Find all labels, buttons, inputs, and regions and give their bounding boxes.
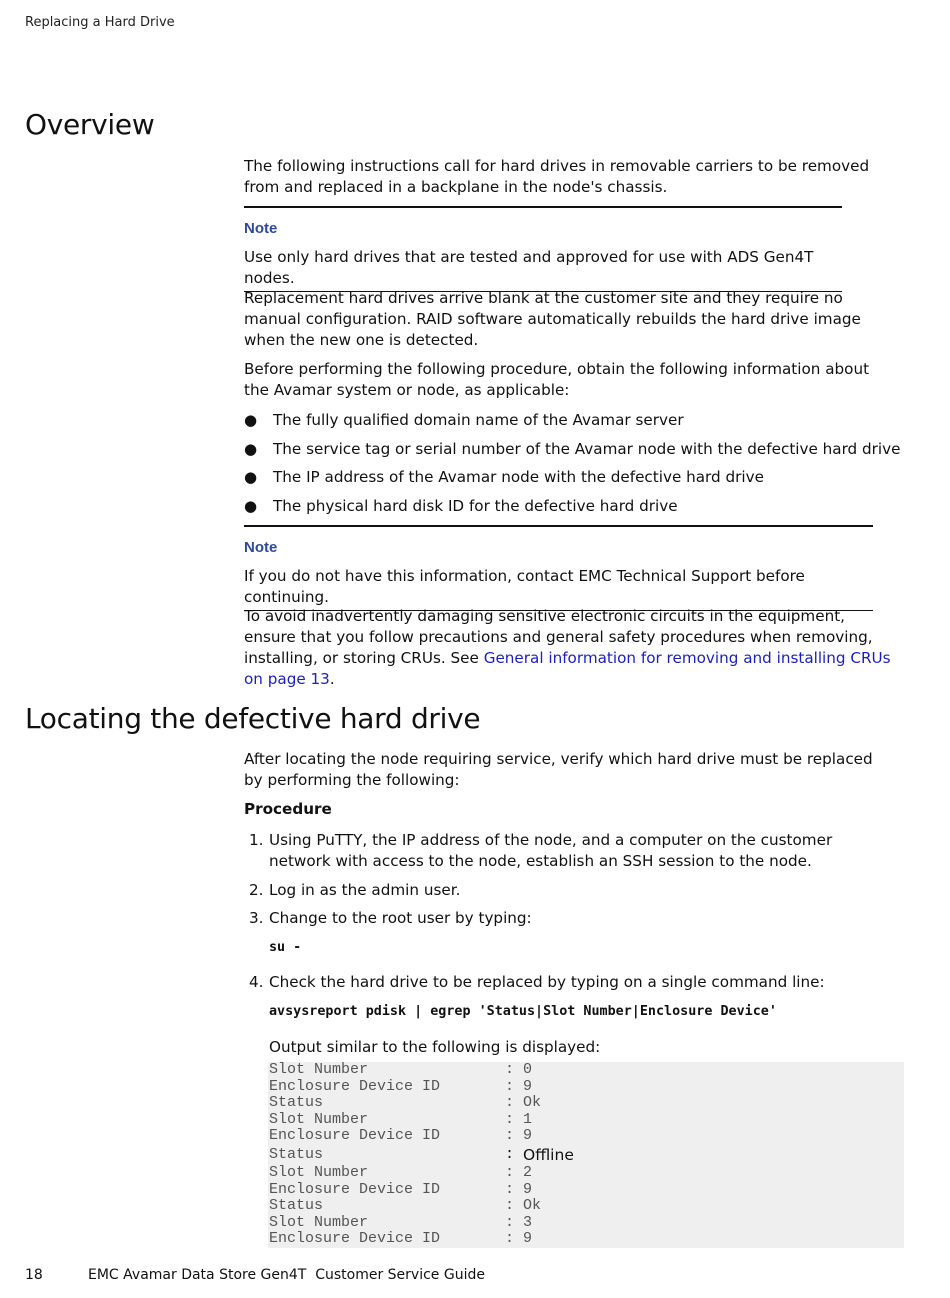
output-intro-text: Output similar to the following is displayed: [269,1038,601,1056]
output-key: Status [269,1145,324,1163]
bullet-icon: ● [244,411,258,429]
output-row [268,1182,904,1199]
note-text: If you do not have this information, contact EMC Technical Support before continuing. [244,566,873,611]
output-row [268,1215,904,1232]
output-key: Enclosure Device ID [269,1230,441,1248]
replacement-paragraph [244,288,894,351]
step-number: 3. [249,909,264,927]
step-text: Change to the root user by typing: [269,909,532,927]
bullet-icon: ● [244,439,258,458]
avoid-text-end: . [329,670,335,688]
output-value: 9 [523,1180,533,1198]
replacement-text: Replacement hard drives arrive blank at the customer site and they require no manual configuration. RAID software automatically rebuilds the hard drive image when the new one is detected. [244,289,861,349]
output-sep: : [505,1213,515,1231]
running-head: Replacing a Hard Drive [25,15,175,30]
command-output-block [268,1062,904,1248]
note-label: Note [244,539,278,556]
procedure-step-4 [244,972,894,993]
output-key: Enclosure Device ID [269,1180,441,1198]
procedure-step-2 [244,880,894,901]
note-box-2 [244,525,873,611]
info-bullet-list [244,410,904,524]
output-key: Status [269,1094,324,1112]
output-sep: : [505,1077,515,1095]
cru-info-link[interactable]: General information for removing and installing CRUs on page 13 [244,649,891,688]
output-row [268,1079,904,1096]
output-sep: : [505,1197,515,1215]
locating-intro-text: After locating the node requiring service, verify which hard drive must be replaced by performing the following: [244,750,873,789]
bullet-icon: ● [244,496,258,515]
page-number: 18 [25,1267,43,1283]
output-value: 2 [523,1163,533,1181]
output-row [268,1165,904,1182]
output-row [268,1062,904,1079]
output-key: Slot Number [269,1213,369,1231]
locating-intro [244,749,894,791]
output-row [268,1128,904,1145]
output-value-offline: Offline [523,1145,574,1164]
output-value: Ok [523,1094,542,1112]
output-row [268,1095,904,1112]
avoid-paragraph [244,606,894,690]
output-row [268,1198,904,1215]
output-key: Slot Number [269,1110,369,1128]
note-text: Use only hard drives that are tested and approved for use with ADS Gen4T nodes. [244,247,842,292]
locating-heading: Locating the defective hard drive [25,702,481,735]
output-key: Slot Number [269,1163,369,1181]
output-intro [244,1037,894,1058]
output-key: Slot Number [269,1061,369,1078]
output-sep: : [505,1061,515,1078]
list-item [244,410,904,439]
list-item [244,467,904,496]
before-paragraph [244,359,894,401]
output-sep: : [505,1145,515,1163]
output-key: Enclosure Device ID [269,1077,441,1095]
list-item-text: The physical hard disk ID for the defective hard drive [273,496,678,515]
list-item-text: The fully qualified domain name of the Avamar server [273,411,684,429]
bullet-icon: ● [244,468,258,486]
note-box-1 [244,206,842,292]
note-top-rule [244,206,842,208]
procedure-label: Procedure [244,800,332,818]
footer-title: EMC Avamar Data Store Gen4T Customer Service Guide [88,1267,485,1283]
step-number: 4. [249,973,264,991]
procedure-step-1 [244,830,894,872]
output-key: Status [269,1197,324,1215]
output-value: Ok [523,1197,542,1215]
note-label: Note [244,220,278,237]
note-top-rule [244,525,873,527]
output-sep: : [505,1230,515,1248]
step-number: 1. [249,831,264,849]
output-key: Enclosure Device ID [269,1127,441,1145]
step-number: 2. [249,881,264,899]
avoid-text-block [244,606,894,690]
output-row [268,1112,904,1129]
output-value: 9 [523,1230,533,1248]
su-command: su - [269,940,302,955]
output-sep: : [505,1163,515,1181]
output-sep: : [505,1180,515,1198]
output-value: 9 [523,1127,533,1145]
avoid-text: To avoid inadvertently damaging sensitive electronic circuits in the equipment, ensure that you follow precautions and general safety procedures when removing, installing, or storing CRUs. See [244,607,873,667]
list-item-text: The IP address of the Avamar node with the defective hard drive [273,468,764,486]
overview-intro-text: The following instructions call for hard drives in removable carriers to be removed from and replaced in a backplane in the node's chassis. [244,157,870,196]
step-text: Using PuTTY, the IP address of the node, and a computer on the customer network with access to the node, establish an SSH session to the node. [269,831,833,870]
step-text: Check the hard drive to be replaced by typing on a single command line: [269,973,825,991]
overview-intro [244,156,894,198]
output-sep: : [505,1110,515,1128]
output-sep: : [505,1127,515,1145]
list-item-text: The service tag or serial number of the Avamar node with the defective hard drive [273,439,901,458]
before-text: Before performing the following procedure, obtain the following information about the Avamar system or node, as applicable: [244,360,870,399]
output-row [268,1231,904,1248]
avsysreport-command: avsysreport pdisk | egrep 'Status|Slot Number|Enclosure Device' [269,1004,777,1019]
overview-heading: Overview [25,108,155,141]
output-value: 9 [523,1077,533,1095]
output-sep: : [505,1094,515,1112]
list-item [244,439,904,468]
output-value: 1 [523,1110,533,1128]
step-text: Log in as the admin user. [269,881,461,899]
output-row-offline [268,1145,904,1165]
list-item [244,496,904,525]
output-value: 3 [523,1213,533,1231]
procedure-step-3 [244,908,894,929]
output-value: 0 [523,1061,533,1078]
